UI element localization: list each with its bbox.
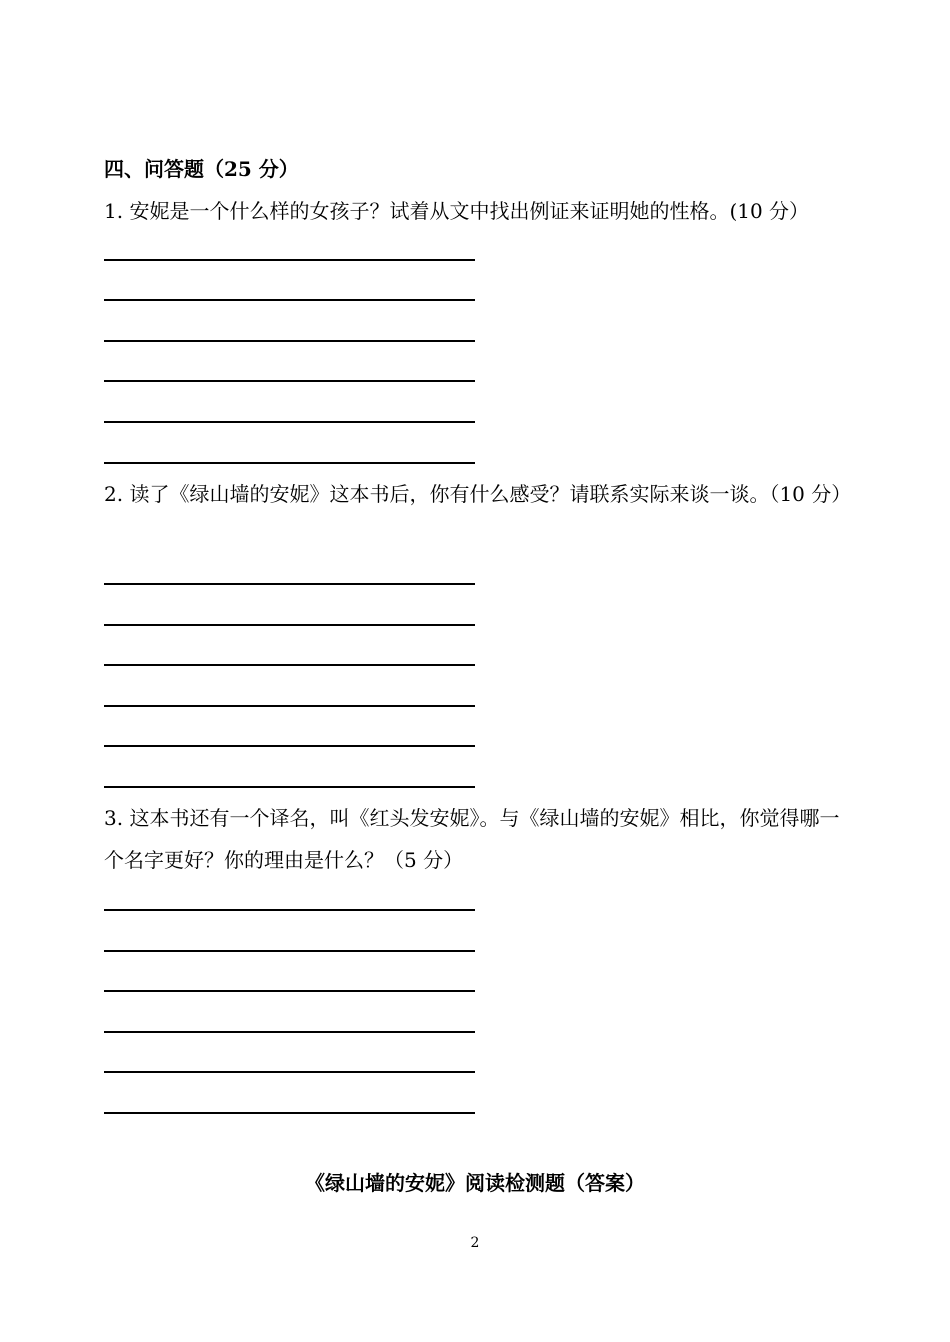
answer-line <box>104 990 475 992</box>
answer-line <box>104 1031 475 1033</box>
answer-line <box>104 583 475 585</box>
answer-line <box>104 1112 475 1114</box>
page-number: 2 <box>470 1235 480 1251</box>
answer-key-title: 《绿山墙的安妮》阅读检测题（答案） <box>305 1171 645 1195</box>
answer-line <box>104 421 475 423</box>
answer-line <box>104 786 475 788</box>
answer-line <box>104 950 475 952</box>
answer-line <box>104 909 475 911</box>
answer-line <box>104 259 475 261</box>
answer-line <box>104 1071 475 1073</box>
answer-line <box>104 745 475 747</box>
answer-line <box>104 664 475 666</box>
answer-line <box>104 340 475 342</box>
question-1: 1. 安妮是一个什么样的女孩子？试着从文中找出例证来证明她的性格。(10 分） <box>104 199 810 223</box>
section-heading: 四、问答题（25 分） <box>104 157 299 181</box>
question-2: 2. 读了《绿山墙的安妮》这本书后，你有什么感受？请联系实际来谈一谈。（10 分） <box>104 482 852 506</box>
answer-line <box>104 624 475 626</box>
question-3: 3. 这本书还有一个译名，叫《红头发安妮》。与《绿山墙的安妮》相比，你觉得哪一个名字更好？你的理由是什么？（5 分） <box>104 806 840 872</box>
answer-line <box>104 462 475 464</box>
answer-line <box>104 380 475 382</box>
answer-line <box>104 299 475 301</box>
answer-line <box>104 705 475 707</box>
